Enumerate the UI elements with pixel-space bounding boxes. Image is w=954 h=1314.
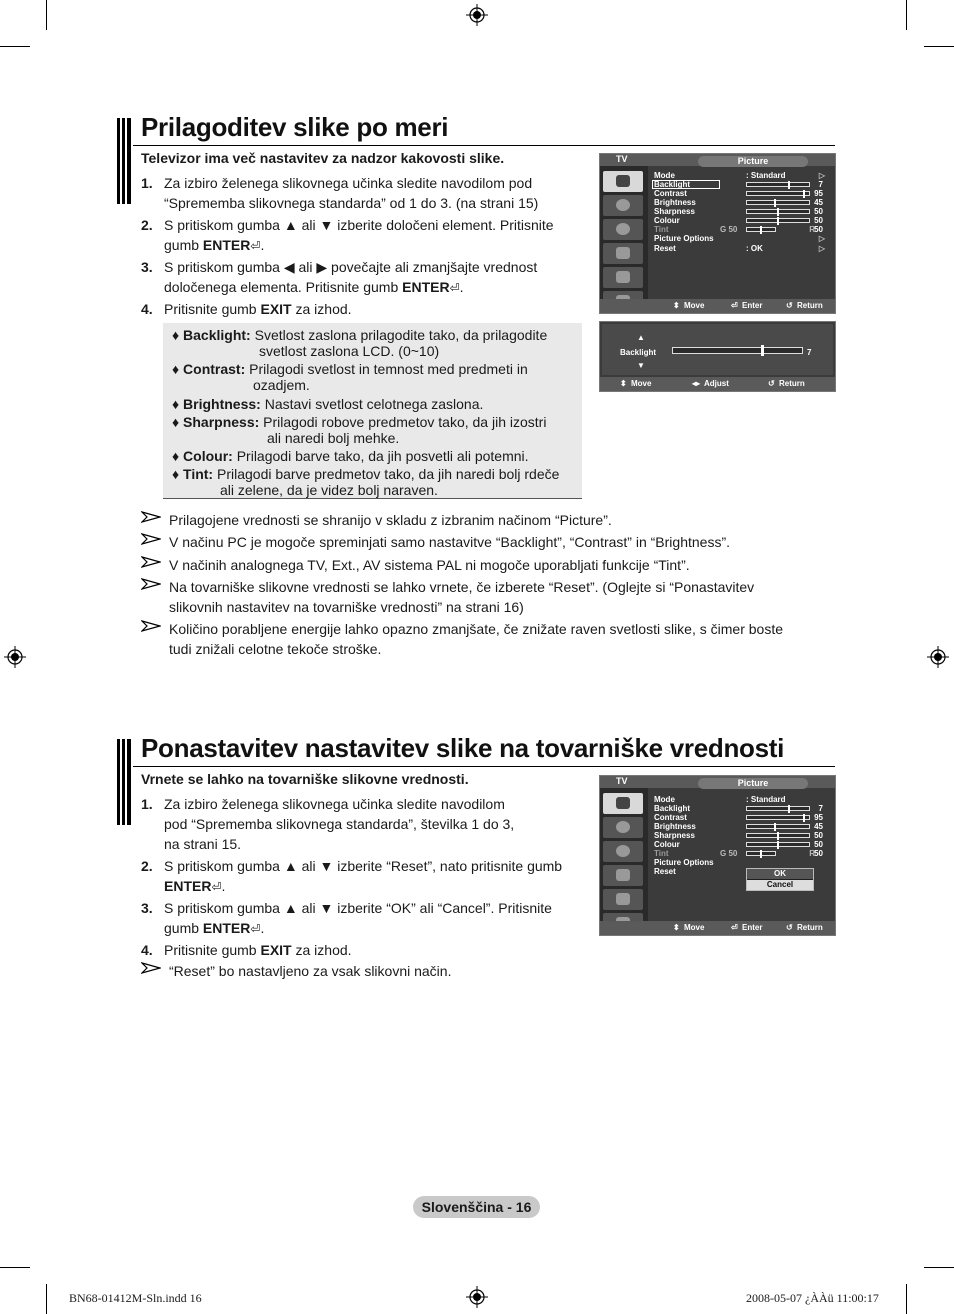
osd-row-backlight[interactable]: Backlight 7 <box>654 180 823 189</box>
step-number: 3. <box>141 900 153 916</box>
osd-title: Picture <box>698 156 808 167</box>
slider-bar <box>746 218 810 223</box>
step-text: S pritiskom gumba ◀ ali ▶ povečajte ali zmanjšajte vrednost določenega elementa. Pritisnite gumb ENTER⏎. <box>164 259 538 295</box>
osd-row-tint[interactable]: Tint G 50 R 50 <box>654 849 823 858</box>
osd-row-sharpness[interactable]: Sharpness 50 <box>654 207 823 216</box>
sound-menu-icon[interactable] <box>603 817 643 838</box>
reset-popup <box>746 868 814 891</box>
osd-row-contrast[interactable]: Contrast 95 <box>654 813 823 822</box>
section1-intro: Televizor ima več nastavitev za nadzor kakovosti slike. <box>141 150 505 166</box>
osd-row-tint[interactable]: Tint G 50 R 50 <box>654 225 823 234</box>
note-arrow-icon <box>141 555 161 569</box>
step-3 <box>141 898 591 938</box>
osd-row-picture-options[interactable]: Picture Options <box>654 858 714 867</box>
note: Količino porabljene energije lahko opazno zmanjšate, če znižate raven svetlosti slike, s čimer boste tudi znižali celotne tekoče stroške. <box>141 619 821 659</box>
footer-adjust: Adjust <box>704 379 729 388</box>
tv-menu-picture-reset <box>599 775 836 936</box>
step-text: S pritiskom gumba ▲ ali ▼ izberite določeni element. Pritisnite gumb ENTER⏎. <box>164 217 554 253</box>
page-number-badge: Slovenščina - 16 <box>413 1196 540 1218</box>
enter-icon: ⏎ <box>211 880 222 894</box>
note: Na tovarniške slikovne vrednosti se lahko vrnete, če izberete “Reset”. (Oglejte si “Ponastavitev slikovnih nastavitev na tovarniške vrednosti” na strani 16) <box>141 577 821 617</box>
osd-row-reset[interactable]: Reset <box>654 867 676 876</box>
crop-mark <box>924 46 954 47</box>
definition-sharpness: ♦ Sharpness: Prilagodi robove predmetov tako, da jih izostri ali naredi bolj mehke. <box>172 414 547 446</box>
note-arrow-icon <box>141 577 161 591</box>
osd-row-brightness[interactable]: Brightness 45 <box>654 822 823 831</box>
note-arrow-icon <box>141 619 161 633</box>
crop-mark <box>0 46 30 47</box>
slider-bar <box>746 824 810 829</box>
footer-file-info: BN68-01412M-Sln.indd 16 <box>69 1291 202 1305</box>
section-marker <box>117 118 131 204</box>
enter-icon: ⏎ <box>250 239 261 253</box>
footer-move: Move <box>684 923 705 932</box>
note: “Reset” bo nastavljeno za vsak slikovni način. <box>141 961 591 981</box>
title-rule <box>133 145 835 146</box>
arrow-right-icon: ▷ <box>818 234 825 243</box>
footer-enter: Enter <box>742 301 763 310</box>
slider-bar <box>746 209 810 214</box>
picture-menu-icon[interactable] <box>603 793 643 814</box>
tv-menu-picture <box>599 153 836 314</box>
osd-sidebar <box>600 788 648 921</box>
step-number: 1. <box>141 796 153 812</box>
backlight-slider[interactable] <box>672 347 803 354</box>
section2-title: Ponastavitev nastavitev slike na tovarniške vrednosti <box>141 733 785 763</box>
step-number: 4. <box>141 301 153 317</box>
registration-mark-icon <box>927 646 949 668</box>
section1-title: Prilagoditev slike po meri <box>141 112 449 142</box>
osd-sidebar <box>600 166 648 299</box>
footer-enter: Enter <box>742 923 763 932</box>
osd-row-mode[interactable]: Mode : Standard <box>654 795 786 804</box>
slider-bar <box>746 815 810 820</box>
osd-footer <box>600 377 835 391</box>
step-text: Pritisnite gumb EXIT za izhod. <box>164 301 352 317</box>
note-arrow-icon <box>141 961 161 975</box>
slider-bar <box>746 200 810 205</box>
osd-row-picture-options[interactable]: Picture Options ▷ <box>654 234 825 243</box>
sound-menu-icon[interactable] <box>603 195 643 216</box>
definition-backlight: ♦ Backlight: Svetlost zaslona prilagodite tako, da prilagodite svetlost zaslona LCD. (0~10) <box>172 327 548 359</box>
down-arrow-icon: ▼ <box>637 361 645 370</box>
return-icon: ↺ <box>768 379 775 388</box>
channel-menu-icon[interactable] <box>603 219 643 240</box>
step-number: 2. <box>141 217 153 233</box>
definition-tint: ♦ Tint: Prilagodi barve predmetov tako, da jih naredi bolj rdeče ali zelene, da je videz bolj naraven. <box>172 466 560 498</box>
step-text: S pritiskom gumba ▲ ali ▼ izberite “OK” ali “Cancel”. Pritisnite gumb ENTER⏎. <box>164 900 552 936</box>
crop-mark <box>46 0 47 30</box>
step-1 <box>141 794 591 854</box>
ok-option[interactable]: OK <box>747 869 813 879</box>
step-text: Za izbiro želenega slikovnega učinka sledite navodilom pod “Sprememba slikovnega standarda” od 1 do 3. (na strani 15) <box>164 175 539 211</box>
step-number: 4. <box>141 942 153 958</box>
footer-move: Move <box>631 379 652 388</box>
enter-icon: ⏎ <box>731 301 738 310</box>
slider-value: 7 <box>807 348 812 357</box>
move-icon: ⬍ <box>673 301 680 310</box>
step-4 <box>141 940 591 960</box>
step-4 <box>141 299 591 319</box>
footer-timestamp: 2008-05-07 ¿ÀÀü 11:00:17 <box>746 1291 879 1305</box>
slider-bar <box>746 182 810 187</box>
step-number: 1. <box>141 175 153 191</box>
picture-menu-icon[interactable] <box>603 171 643 192</box>
slider-bar <box>746 806 810 811</box>
note: Prilagojene vrednosti se shranijo v skladu z izbranim načinom “Picture”. <box>141 510 821 530</box>
step-2 <box>141 856 591 896</box>
input-menu-icon[interactable] <box>603 267 643 288</box>
return-icon: ↺ <box>786 301 793 310</box>
section-marker <box>117 739 131 825</box>
arrow-right-icon: ▷ <box>818 171 825 180</box>
osd-footer <box>600 921 835 935</box>
footer-return: Return <box>779 379 805 388</box>
step-number: 3. <box>141 259 153 275</box>
definition-colour: ♦ Colour: Prilagodi barve tako, da jih posvetli ali potemni. <box>172 448 529 464</box>
footer-move: Move <box>684 301 705 310</box>
step-text: Pritisnite gumb EXIT za izhod. <box>164 942 352 958</box>
step-text: Za izbiro želenega slikovnega učinka sledite navodilom pod “Sprememba slikovnega standarda”, številka 1 do 3, na strani 15. <box>164 796 515 852</box>
registration-mark-icon <box>466 1286 488 1308</box>
crop-mark <box>924 1267 954 1268</box>
slider-bar <box>746 842 810 847</box>
osd-row-colour[interactable]: Colour 50 <box>654 216 823 225</box>
crop-mark <box>46 1284 47 1314</box>
setup-menu-icon[interactable] <box>603 243 643 264</box>
step-2 <box>141 215 591 255</box>
setup-menu-icon[interactable] <box>603 865 643 886</box>
osd-row-contrast[interactable]: Contrast 95 <box>654 189 823 198</box>
enter-icon: ⏎ <box>250 922 261 936</box>
channel-menu-icon[interactable] <box>603 841 643 862</box>
tv-backlight-slider <box>599 321 836 392</box>
arrow-right-icon: ▷ <box>818 244 825 253</box>
return-icon: ↺ <box>786 923 793 932</box>
registration-mark-icon <box>466 4 488 26</box>
osd-row-brightness[interactable]: Brightness 45 <box>654 198 823 207</box>
slider-bar <box>746 227 776 232</box>
osd-row-colour[interactable]: Colour 50 <box>654 840 823 849</box>
crop-mark <box>906 0 907 30</box>
definition-brightness: ♦ Brightness: Nastavi svetlost celotnega zaslona. <box>172 396 484 412</box>
note: V načinih analognega TV, Ext., AV sistema PAL ni mogoče uporabljati funkcije “Tint”. <box>141 555 821 575</box>
cancel-option[interactable]: Cancel <box>747 880 813 890</box>
step-number: 2. <box>141 858 153 874</box>
registration-mark-icon <box>4 646 26 668</box>
move-icon: ⬍ <box>620 379 627 388</box>
move-icon: ⬍ <box>673 923 680 932</box>
step-3 <box>141 257 591 297</box>
title-rule <box>133 766 835 767</box>
input-menu-icon[interactable] <box>603 889 643 910</box>
crop-mark <box>906 1284 907 1314</box>
section2-intro: Vrnete se lahko na tovarniške slikovne vrednosti. <box>141 771 469 787</box>
slider-bar <box>746 833 810 838</box>
osd-source-label: TV <box>616 776 628 786</box>
note: V načinu PC je mogoče spreminjati samo nastavitve “Backlight”, “Contrast” in “Brightness”. <box>141 532 821 552</box>
osd-footer <box>600 299 835 313</box>
osd-title: Picture <box>698 778 808 789</box>
slider-label: Backlight <box>620 348 657 357</box>
footer-return: Return <box>797 301 823 310</box>
step-1 <box>141 173 591 213</box>
step-text: S pritiskom gumba ▲ ali ▼ izberite “Reset”, nato pritisnite gumb ENTER⏎. <box>164 858 563 894</box>
osd-row-reset[interactable]: Reset : OK ▷ <box>654 244 825 253</box>
definition-contrast: ♦ Contrast: Prilagodi svetlost in temnost med predmeti in ozadjem. <box>172 361 528 393</box>
osd-source-label: TV <box>616 154 628 164</box>
enter-icon: ⏎ <box>449 281 460 295</box>
footer-return: Return <box>797 923 823 932</box>
crop-mark <box>0 1267 30 1268</box>
osd-row-backlight[interactable]: Backlight 7 <box>654 804 823 813</box>
slider-bar <box>746 191 810 196</box>
up-arrow-icon: ▲ <box>637 333 645 342</box>
enter-icon: ⏎ <box>731 923 738 932</box>
note-arrow-icon <box>141 532 161 546</box>
osd-row-sharpness[interactable]: Sharpness 50 <box>654 831 823 840</box>
slider-bar <box>746 851 776 856</box>
note-arrow-icon <box>141 510 161 524</box>
adjust-icon: ◂▸ <box>692 379 701 388</box>
osd-row-mode[interactable]: Mode : Standard ▷ <box>654 171 825 180</box>
